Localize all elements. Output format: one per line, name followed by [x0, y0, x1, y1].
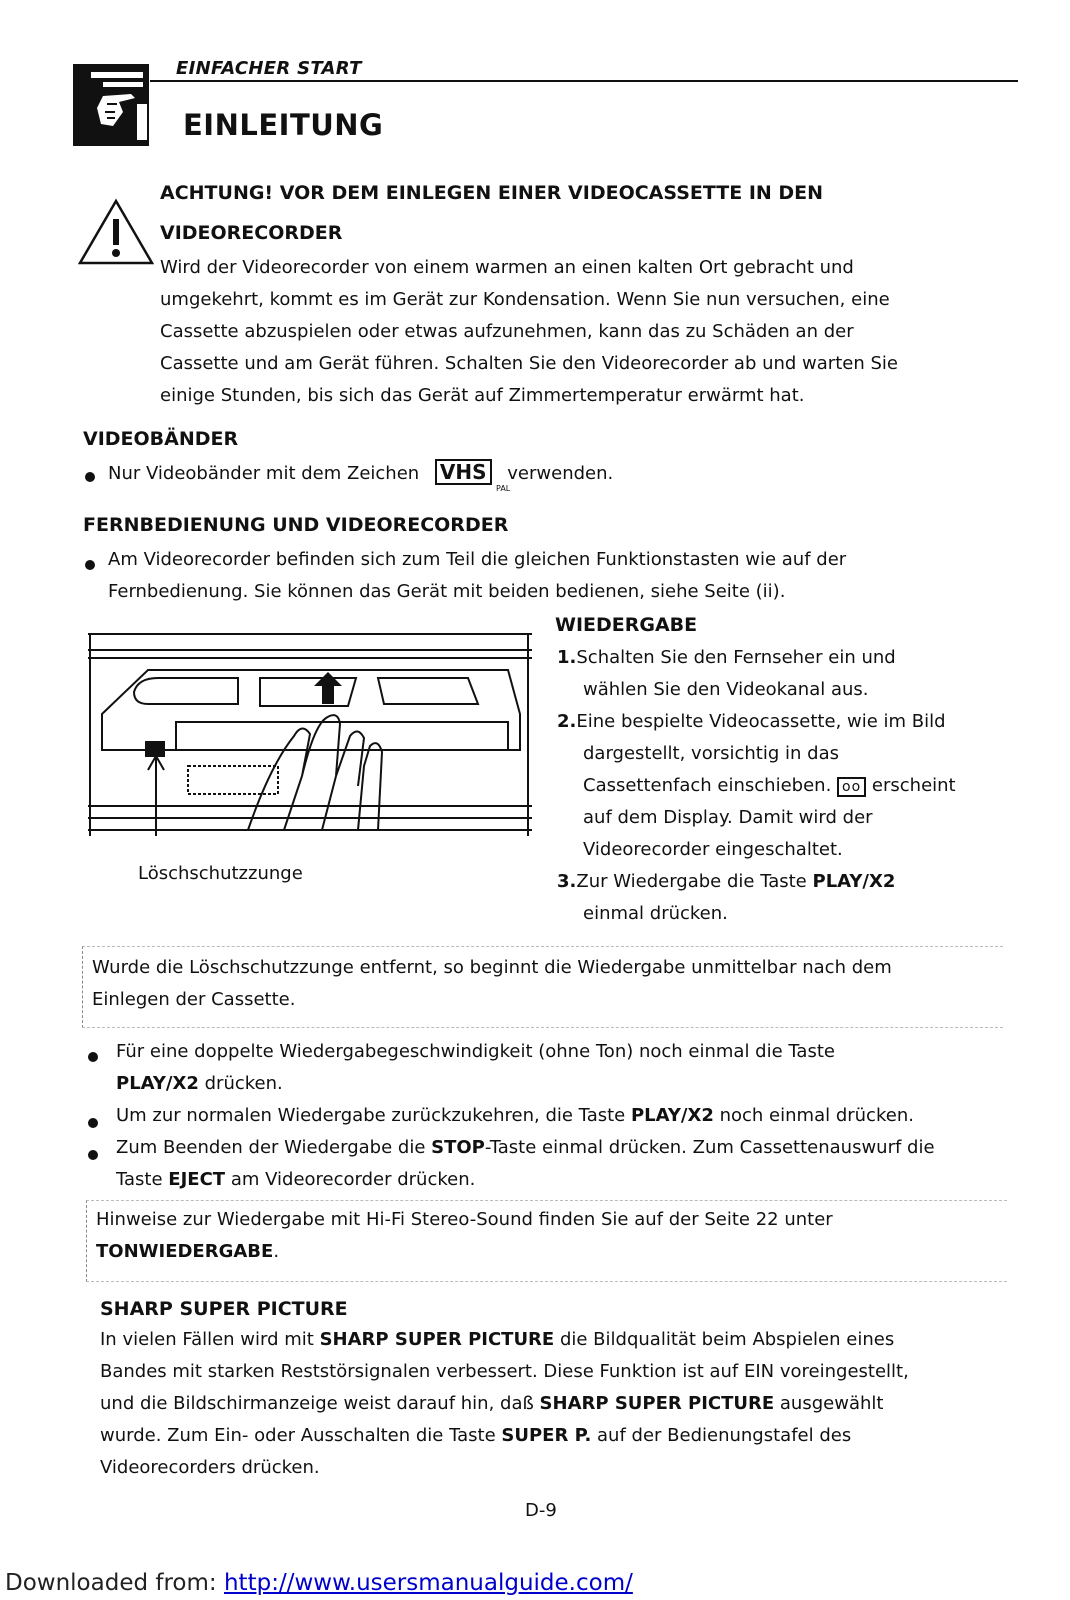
step-2-line4: auf dem Display. Damit wird der — [583, 807, 873, 828]
sharp-line3 — [100, 1388, 909, 1420]
stop-key: STOP — [431, 1137, 485, 1158]
play-x2-key: PLAY/X2 — [116, 1073, 199, 1094]
fernbedienung-text — [108, 544, 846, 608]
warning-line: Wird der Videorecorder von einem warmen an einen kalten Ort gebracht und — [160, 257, 854, 278]
play-x2-key: PLAY/X2 — [630, 1105, 714, 1126]
step-2-line1: Eine bespielte Videocassette, wie im Bild — [576, 711, 946, 732]
download-footer — [5, 1570, 633, 1596]
note-1-line1: Wurde die Löschschutzzunge entfernt, so beginnt die Wiedergabe unmittelbar nach dem — [92, 957, 892, 978]
videobaender-heading: VIDEOBÄNDER — [83, 428, 239, 450]
warning-line: einige Stunden, bis sich das Gerät auf Zimmertemperatur erwärmt hat. — [160, 385, 805, 406]
step-1-line1: Schalten Sie den Fernseher ein und — [576, 647, 896, 668]
warning-title-line2: VIDEORECORDER — [160, 222, 343, 244]
vhs-logo-sub: PAL — [496, 484, 511, 493]
step-1-number: 1. — [557, 647, 577, 668]
videobaender-text — [108, 458, 613, 490]
sharp-line2: Bandes mit starken Reststörsignalen verbessert. Diese Funktion ist auf EIN voreingestellt, — [100, 1361, 909, 1382]
figure-caption: Löschschutzzunge — [138, 863, 303, 884]
bullet-1-line1: Für eine doppelte Wiedergabegeschwindigkeit (ohne Ton) noch einmal die Taste — [116, 1041, 835, 1062]
sharp-text — [100, 1324, 909, 1484]
step-2-line3-text: Cassettenfach einschieben. — [583, 775, 832, 796]
sharp-line1 — [100, 1324, 909, 1356]
bullet-icon — [85, 472, 95, 482]
step-2-line3 — [557, 770, 1027, 802]
bullet-2-end: noch einmal drücken. — [719, 1105, 914, 1126]
note-1-line2: Einlegen der Cassette. — [92, 989, 296, 1010]
sharp-line4-a: wurde. Zum Ein- oder Ausschalten die Taste — [100, 1425, 496, 1446]
tonwiedergabe-ref: TONWIEDERGABE — [96, 1241, 274, 1262]
footer-link[interactable]: http://www.usersmanualguide.com/ — [223, 1570, 633, 1596]
sharp-line4-c: auf der Bedienungstafel des — [597, 1425, 852, 1446]
section-tab-marker — [73, 64, 149, 146]
super-p-key: SUPER P. — [501, 1425, 592, 1446]
bullet-icon — [88, 1150, 98, 1160]
warning-title-line1: ACHTUNG! VOR DEM EINLEGEN EINER VIDEOCASSETTE IN DEN — [160, 182, 824, 204]
vhs-logo: VHS — [435, 459, 492, 485]
note-2-line2 — [96, 1236, 833, 1268]
step-1-line2: wählen Sie den Videokanal aus. — [583, 679, 869, 700]
step-3-line2: einmal drücken. — [583, 903, 728, 924]
eject-key: EJECT — [168, 1169, 226, 1190]
step-2-number: 2. — [557, 711, 577, 732]
sharp-line3-a: und die Bildschirmanzeige weist darauf hin, daß — [100, 1393, 534, 1414]
sharp-line5: Videorecorders drücken. — [100, 1457, 320, 1478]
page-number: D-9 — [525, 1500, 557, 1521]
bullet-3-line2-text: Taste — [116, 1169, 163, 1190]
bullet-3-line1 — [116, 1132, 935, 1164]
bullet-icon — [88, 1118, 98, 1128]
fernbedienung-heading: FERNBEDIENUNG UND VIDEORECORDER — [83, 514, 509, 536]
note-2-text — [96, 1204, 833, 1268]
note-2-line2-end: . — [273, 1241, 280, 1262]
header-rule — [150, 80, 1018, 82]
sharp-super-picture-term: SHARP SUPER PICTURE — [319, 1329, 555, 1350]
bullet-icon — [85, 560, 95, 570]
sharp-line1-a: In vielen Fällen wird mit — [100, 1329, 314, 1350]
bullet-1-line2 — [116, 1068, 935, 1100]
pointing-hand-icon — [73, 64, 149, 146]
warning-triangle-icon — [76, 197, 156, 269]
warning-line: umgekehrt, kommt es im Gerät zur Kondensation. Wenn Sie nun versuchen, eine — [160, 289, 890, 310]
fernbedienung-line1: Am Videorecorder befinden sich zum Teil die gleichen Funktionstasten wie auf der — [108, 549, 847, 570]
bullet-1-line2-text: drücken. — [204, 1073, 283, 1094]
bullet-3-text: Zum Beenden der Wiedergabe die — [116, 1137, 426, 1158]
bullet-icon — [88, 1052, 98, 1062]
sharp-line1-c: die Bildqualität beim Abspielen eines — [559, 1329, 895, 1350]
bullet-3-line2-end: am Videorecorder drücken. — [230, 1169, 476, 1190]
page-title: EINLEITUNG — [183, 108, 384, 142]
sharp-line3-c: ausgewählt — [779, 1393, 884, 1414]
step-2-line3-end: erscheint — [871, 775, 956, 796]
warning-text — [160, 252, 898, 412]
step-1 — [557, 642, 1027, 674]
section-label: EINFACHER START — [176, 58, 362, 79]
wiedergabe-heading: WIEDERGABE — [555, 614, 698, 636]
cassette-indicator-icon: oo — [837, 777, 866, 797]
sharp-heading: SHARP SUPER PICTURE — [100, 1298, 348, 1320]
play-x2-key: PLAY/X2 — [812, 871, 896, 892]
footer-prefix: Downloaded from: — [5, 1570, 217, 1596]
note-2-line1: Hinweise zur Wiedergabe mit Hi-Fi Stereo-Sound finden Sie auf der Seite 22 unter — [96, 1209, 833, 1230]
step-2-line2: dargestellt, vorsichtig in das — [583, 743, 839, 764]
step-3-number: 3. — [557, 871, 577, 892]
bullet-2-text: Um zur normalen Wiedergabe zurückzukehren, die Taste — [116, 1105, 626, 1126]
playback-bullets — [116, 1036, 935, 1196]
warning-line: Cassette abzuspielen oder etwas aufzunehmen, kann das zu Schäden an der — [160, 321, 854, 342]
warning-line: Cassette und am Gerät führen. Schalten Sie den Videorecorder ab und warten Sie — [160, 353, 898, 374]
step-3-line1: Zur Wiedergabe die Taste — [576, 871, 807, 892]
bullet-3-line2 — [116, 1164, 935, 1196]
step-3 — [557, 866, 1027, 898]
videobaender-text-after: verwenden. — [507, 463, 614, 484]
cassette-insertion-figure — [88, 626, 534, 846]
note-1-text — [92, 952, 892, 1016]
wiedergabe-steps — [557, 642, 1027, 930]
step-2 — [557, 706, 1027, 738]
sharp-super-picture-term: SHARP SUPER PICTURE — [539, 1393, 775, 1414]
step-2-line5: Videorecorder eingeschaltet. — [583, 839, 843, 860]
bullet-3-end: -Taste einmal drücken. Zum Cassettenauswurf die — [484, 1137, 935, 1158]
videobaender-text-before: Nur Videobänder mit dem Zeichen — [108, 463, 420, 484]
fernbedienung-line2: Fernbedienung. Sie können das Gerät mit beiden bedienen, siehe Seite (ii). — [108, 581, 786, 602]
sharp-line4 — [100, 1420, 909, 1452]
bullet-2 — [116, 1100, 935, 1132]
